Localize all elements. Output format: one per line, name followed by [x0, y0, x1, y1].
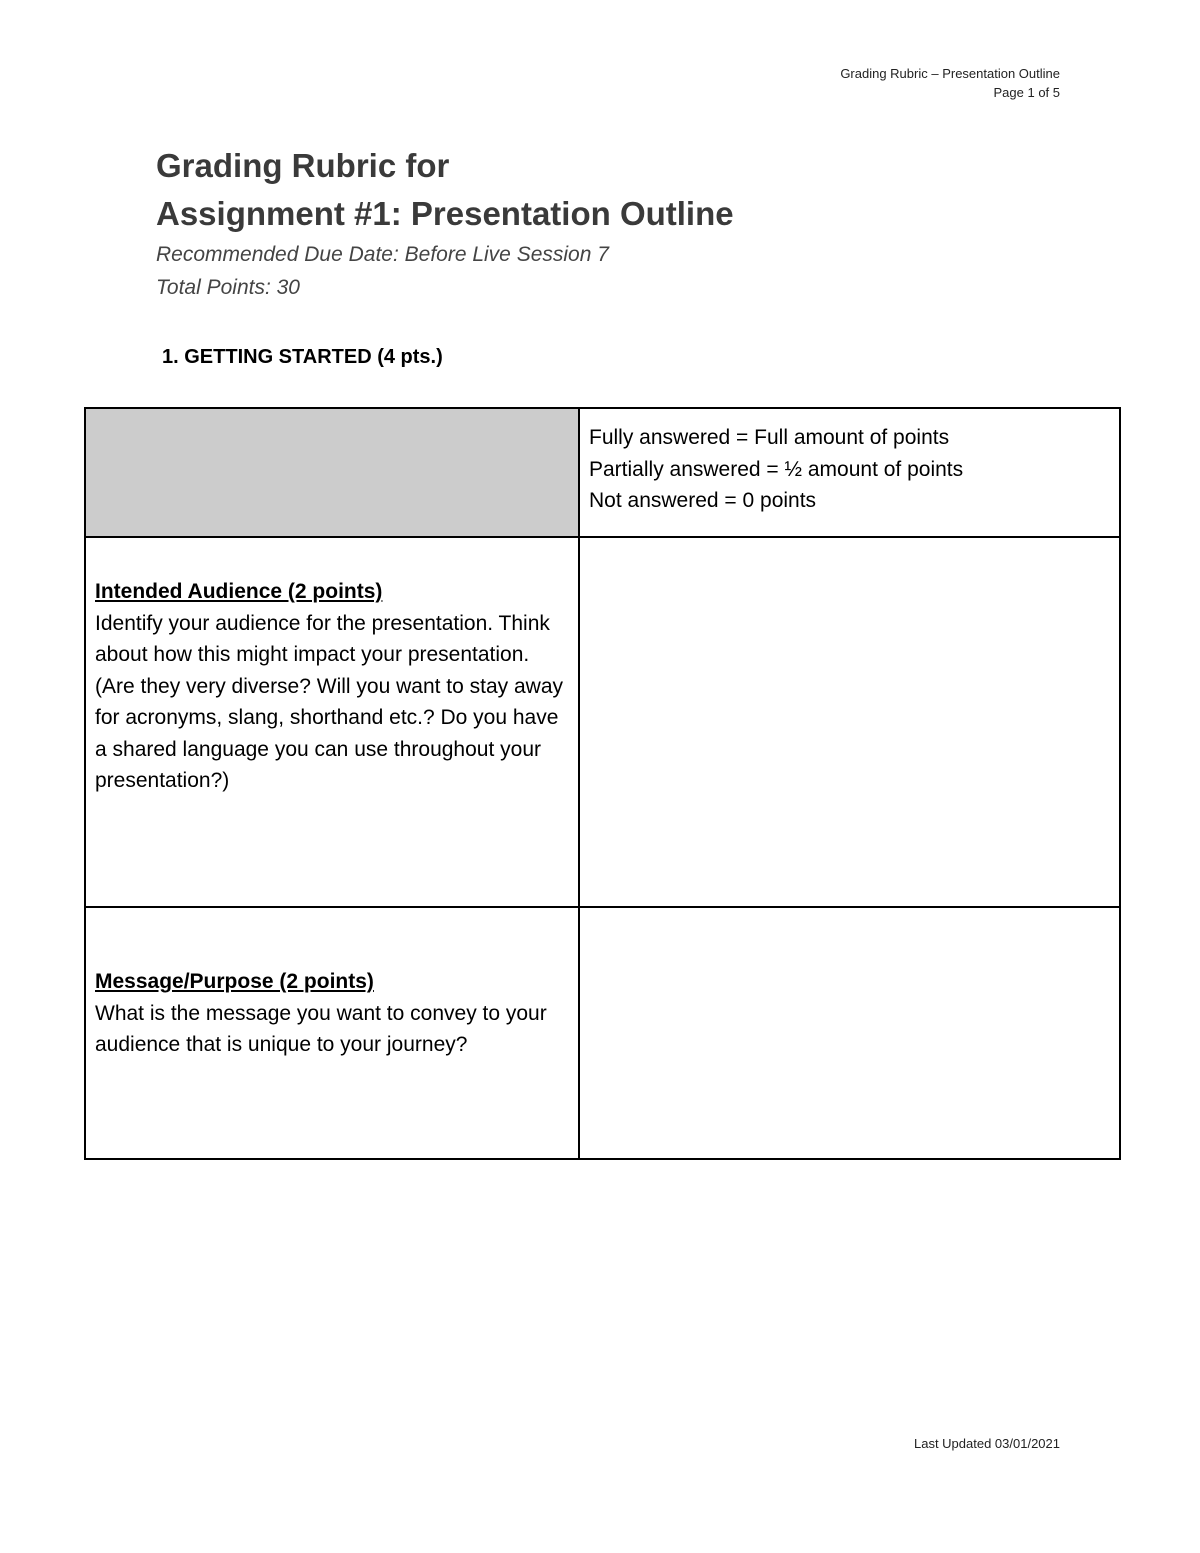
table-row: [85, 537, 1120, 907]
criterion-title: Intended Audience (2 points): [95, 580, 383, 603]
page-title-line-1: Grading Rubric for: [156, 147, 450, 184]
criterion-description: What is the message you want to convey to your audience that is unique to your journey?: [95, 1001, 547, 1056]
criterion-cell-message-purpose: [85, 907, 579, 1159]
total-points: Total Points: 30: [156, 276, 300, 299]
criterion-description: Identify your audience for the presentation. Think about how this might impact your presentation. (Are they very diverse? Will you want to stay away for acronyms, slang, shorthand etc.? Do you have a shared language you can use throughout your presentation?): [95, 611, 564, 792]
rubric-header-blank-cell: [85, 408, 579, 537]
scoring-scale-cell: [579, 408, 1120, 537]
header-doc-label: Grading Rubric – Presentation Outline: [840, 66, 1060, 81]
scale-fully-answered: Fully answered = Full amount of points: [589, 426, 950, 449]
page-title-line-2: Assignment #1: Presentation Outline: [156, 195, 734, 232]
criterion-cell-intended-audience: [85, 537, 579, 907]
response-cell-intended-audience[interactable]: [579, 537, 1120, 907]
page-header: [840, 64, 1060, 102]
last-updated: Last Updated 03/01/2021: [913, 1436, 1060, 1451]
title-block: [156, 142, 1116, 304]
page-indicator: Page 1 of 5: [993, 85, 1060, 100]
rubric-table: [84, 407, 1121, 1160]
scale-partially-answered: Partially answered = ½ amount of points: [589, 457, 964, 481]
criterion-title: Message/Purpose (2 points): [95, 970, 374, 993]
due-date: Recommended Due Date: Before Live Session 7: [156, 243, 609, 266]
table-row: [85, 907, 1120, 1159]
rubric-header-row: [85, 408, 1120, 537]
response-cell-message-purpose[interactable]: [579, 907, 1120, 1159]
section-heading: 1. GETTING STARTED (4 pts.): [162, 346, 443, 368]
scale-not-answered: Not answered = 0 points: [589, 489, 817, 512]
